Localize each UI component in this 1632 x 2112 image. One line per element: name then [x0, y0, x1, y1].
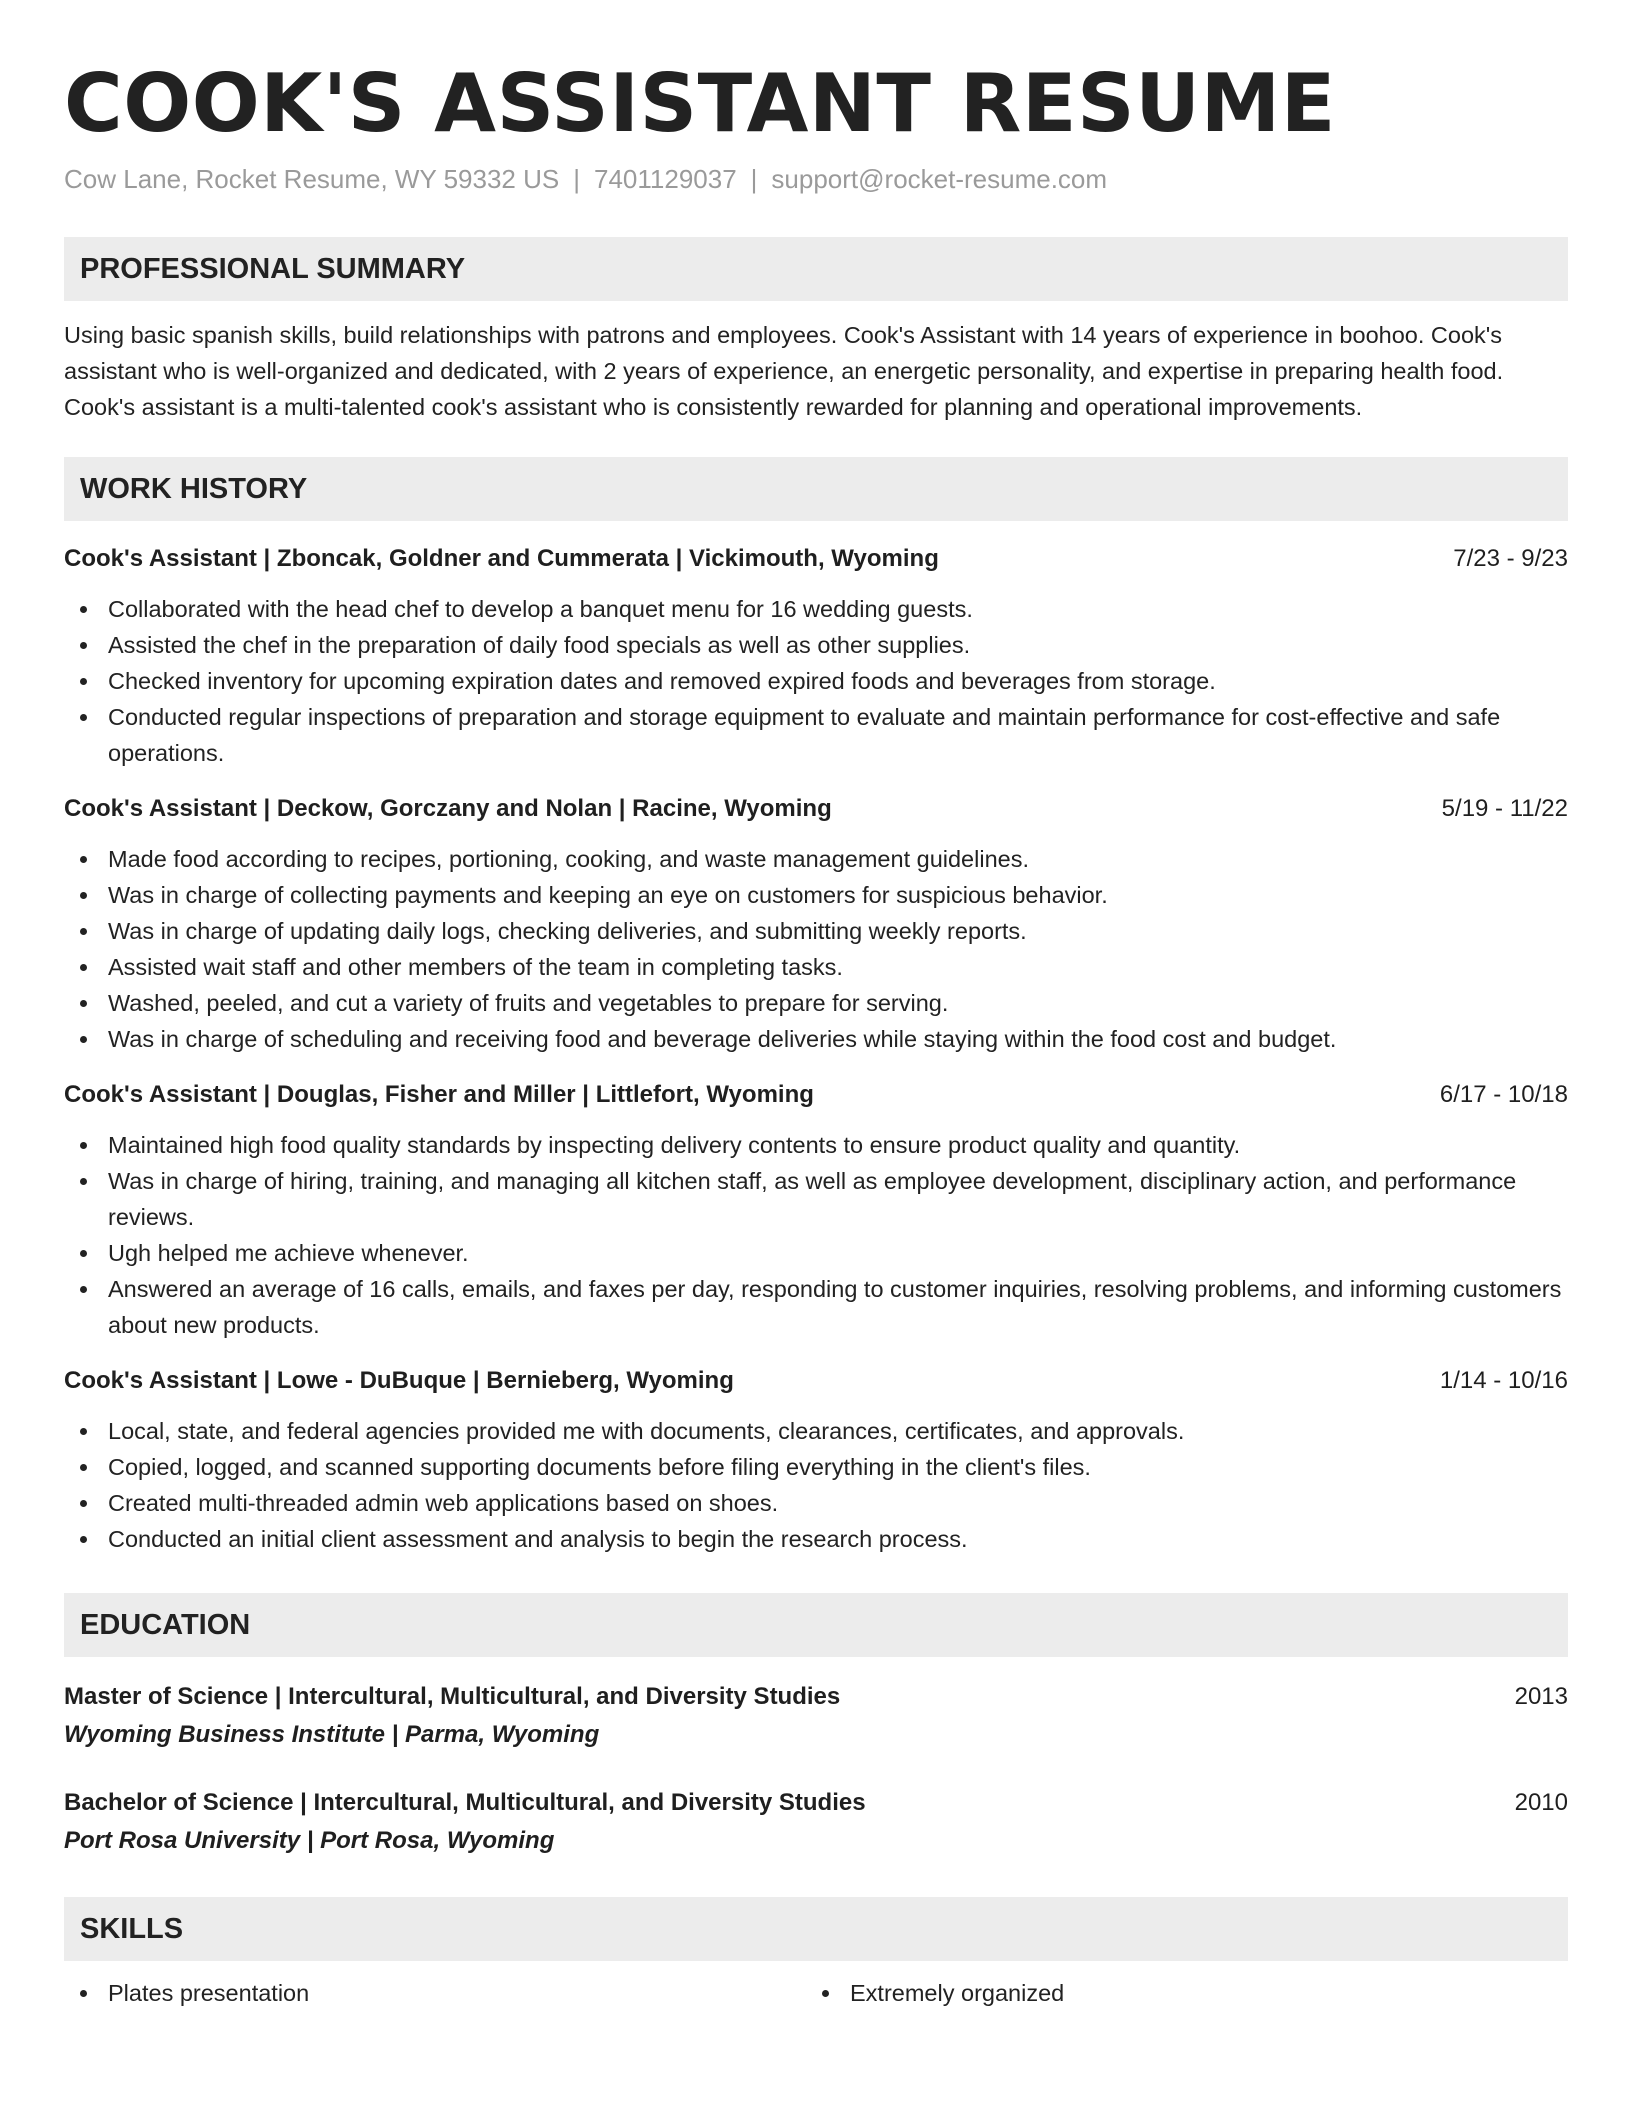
education-year: 2010 [1514, 1789, 1568, 1816]
education-school: Port Rosa University | Port Rosa, Wyoming [64, 1827, 555, 1854]
education-entry [64, 1785, 1568, 1859]
bullet-icon [80, 964, 87, 971]
skills-list [64, 1975, 1568, 2011]
bullet-icon [80, 928, 87, 935]
list-item [64, 985, 1568, 1021]
list-item [64, 1521, 1568, 1557]
bullet-icon [80, 1500, 87, 1507]
bullet-text: Local, state, and federal agencies provided me with documents, clearances, certificates, and approvals. [108, 1418, 1185, 1444]
bullet-text: Maintained high food quality standards by inspecting delivery contents to ensure product quality and quantity. [108, 1132, 1241, 1158]
bullet-icon [822, 1990, 829, 1997]
bullet-icon [80, 1250, 87, 1257]
job-entry [64, 791, 1568, 1057]
education-degree: Bachelor of Science | Intercultural, Multicultural, and Diversity Studies [64, 1789, 866, 1816]
job-title: Cook's Assistant | Lowe - DuBuque | Bernieberg, Wyoming [64, 1367, 734, 1394]
bullet-icon [80, 1000, 87, 1007]
bullet-text: Conducted regular inspections of preparation and storage equipment to evaluate and maintain performance for cost-effective and safe operations. [108, 704, 1501, 766]
education-header [64, 1679, 1568, 1715]
list-item [64, 591, 1568, 627]
list-item [64, 1485, 1568, 1521]
list-item [64, 627, 1568, 663]
bullet-icon [80, 1036, 87, 1043]
contact-email: support@rocket-resume.com [771, 164, 1108, 194]
bullet-icon [80, 1464, 87, 1471]
job-dates: 5/19 - 11/22 [1441, 795, 1568, 822]
list-item [64, 1975, 806, 2011]
job-header [64, 1363, 1568, 1399]
bullet-text: Was in charge of hiring, training, and managing all kitchen staff, as well as employee development, disciplinary action, and performance reviews. [108, 1168, 1517, 1230]
skill-text: Extremely organized [850, 1980, 1065, 2006]
job-bullets [64, 1127, 1568, 1343]
contact-separator: | [573, 164, 580, 194]
list-item [64, 1271, 1568, 1343]
list-item [64, 699, 1568, 771]
job-bullets [64, 591, 1568, 771]
list-item [64, 877, 1568, 913]
job-dates: 1/14 - 10/16 [1439, 1367, 1568, 1394]
bullet-text: Made food according to recipes, portioning, cooking, and waste management guidelines. [108, 846, 1029, 872]
resume-page [64, 0, 1568, 2011]
list-item [64, 1163, 1568, 1235]
bullet-icon [80, 1536, 87, 1543]
section-header-summary: PROFESSIONAL SUMMARY [64, 237, 1568, 301]
bullet-icon [80, 678, 87, 685]
bullet-text: Checked inventory for upcoming expiration dates and removed expired foods and beverages from storage. [108, 668, 1216, 694]
bullet-icon [80, 1990, 87, 1997]
bullet-text: Conducted an initial client assessment and analysis to begin the research process. [108, 1526, 968, 1552]
section-header-skills: SKILLS [64, 1897, 1568, 1961]
job-title: Cook's Assistant | Zboncak, Goldner and Cummerata | Vickimouth, Wyoming [64, 545, 939, 572]
bullet-icon [80, 856, 87, 863]
list-item [64, 1127, 1568, 1163]
job-title: Cook's Assistant | Douglas, Fisher and Miller | Littlefort, Wyoming [64, 1081, 814, 1108]
bullet-text: Was in charge of updating daily logs, checking deliveries, and submitting weekly reports. [108, 918, 1027, 944]
section-header-work-history: WORK HISTORY [64, 457, 1568, 521]
list-item [64, 1449, 1568, 1485]
list-item [64, 1021, 1568, 1057]
list-item [64, 663, 1568, 699]
job-header [64, 1077, 1568, 1113]
bullet-text: Was in charge of scheduling and receiving food and beverage deliveries while staying within the food cost and budget. [108, 1026, 1337, 1052]
bullet-text: Answered an average of 16 calls, emails, and faxes per day, responding to customer inquiries, resolving problems, and informing customers about new products. [108, 1276, 1562, 1338]
education-degree: Master of Science | Intercultural, Multicultural, and Diversity Studies [64, 1683, 841, 1710]
list-item [64, 949, 1568, 985]
bullet-icon [80, 642, 87, 649]
education-school: Wyoming Business Institute | Parma, Wyoming [64, 1721, 600, 1748]
list-item [64, 841, 1568, 877]
bullet-text: Ugh helped me achieve whenever. [108, 1240, 469, 1266]
job-bullets [64, 1413, 1568, 1557]
bullet-text: Washed, peeled, and cut a variety of fruits and vegetables to prepare for serving. [108, 990, 949, 1016]
contact-address: Cow Lane, Rocket Resume, WY 59332 US [64, 164, 560, 194]
job-header [64, 541, 1568, 577]
bullet-text: Assisted wait staff and other members of the team in completing tasks. [108, 954, 843, 980]
summary-text: Using basic spanish skills, build relationships with patrons and employees. Cook's Assistant with 14 years of experience in boohoo. Cook's assistant who is well-organized and dedicated, with 2 years of experience, an energetic personality, and expertise in preparing health food. Cook's assistant is a multi-talented cook's assistant who is consistently rewarded for planning and operational improvements. [64, 322, 1504, 420]
bullet-text: Collaborated with the head chef to develop a banquet menu for 16 wedding guests. [108, 596, 973, 622]
bullet-text: Assisted the chef in the preparation of daily food specials as well as other supplies. [108, 632, 971, 658]
bullet-text: Created multi-threaded admin web applications based on shoes. [108, 1490, 779, 1516]
list-item [64, 1235, 1568, 1271]
job-entry [64, 1363, 1568, 1557]
job-dates: 7/23 - 9/23 [1453, 545, 1568, 572]
job-title: Cook's Assistant | Deckow, Gorczany and Nolan | Racine, Wyoming [64, 795, 832, 822]
contact-line [64, 162, 1568, 196]
skills-column-left [64, 1975, 806, 2011]
job-bullets [64, 841, 1568, 1057]
skill-text: Plates presentation [108, 1980, 310, 2006]
job-header [64, 791, 1568, 827]
bullet-icon [80, 606, 87, 613]
list-item [64, 1413, 1568, 1449]
job-entry [64, 541, 1568, 771]
bullet-icon [80, 714, 87, 721]
bullet-icon [80, 1428, 87, 1435]
education-entry [64, 1679, 1568, 1753]
resume-title: COOK'S ASSISTANT RESUME [64, 57, 1336, 150]
contact-phone: 7401129037 [593, 164, 737, 194]
bullet-icon [80, 892, 87, 899]
bullet-icon [80, 1178, 87, 1185]
contact-separator: | [750, 164, 758, 194]
bullet-icon [80, 1142, 87, 1149]
bullet-text: Was in charge of collecting payments and keeping an eye on customers for suspicious behavior. [108, 882, 1108, 908]
job-entry [64, 1077, 1568, 1343]
bullet-icon [80, 1286, 87, 1293]
list-item [64, 913, 1568, 949]
education-header [64, 1785, 1568, 1821]
section-header-education: EDUCATION [64, 1593, 1568, 1657]
skills-column-right [806, 1975, 1548, 2011]
education-year: 2013 [1514, 1683, 1568, 1710]
job-dates: 6/17 - 10/18 [1439, 1081, 1568, 1108]
bullet-text: Copied, logged, and scanned supporting documents before filing everything in the client's files. [108, 1454, 1091, 1480]
list-item [806, 1975, 1548, 2011]
